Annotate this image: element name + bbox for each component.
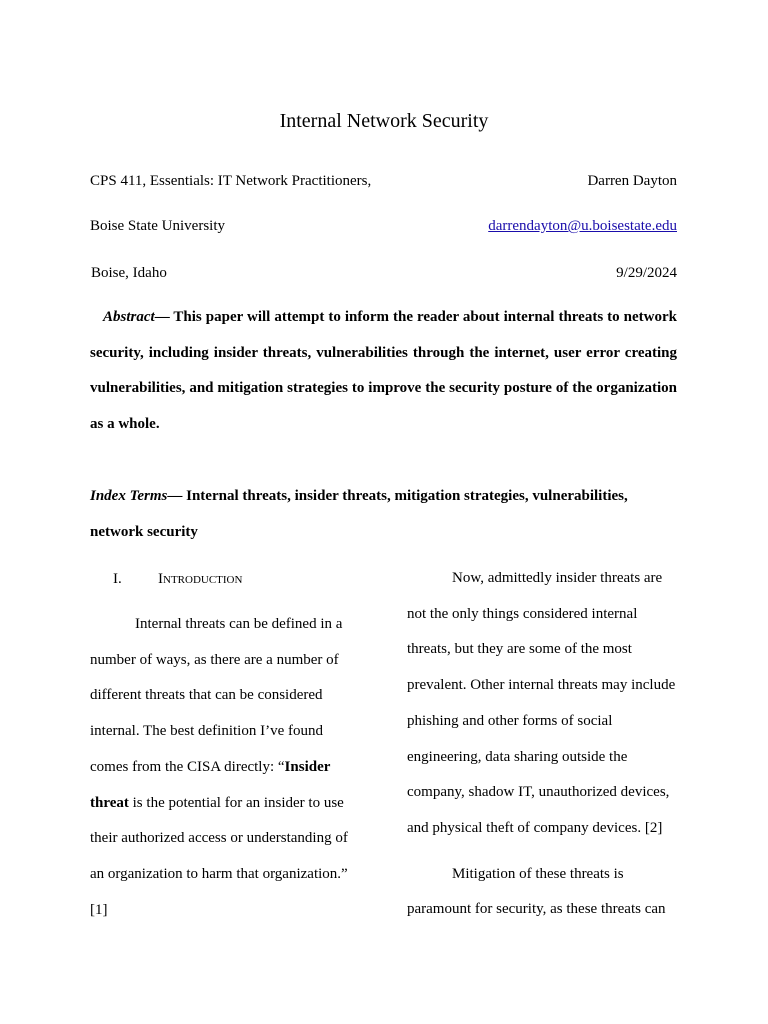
right-paragraph-1: Now, admittedly insider threats are not the only things considered internal threats, but they are some of the most prevalent. Other internal threats may include phishing and other forms of social engineering, data sharing outside the company, shadow IT, unauthorized devices, and physical theft of company devices. [2]: [407, 570, 676, 836]
index-terms-label: Index Terms: [90, 488, 168, 504]
paper-title: Internal Network Security: [279, 110, 489, 132]
meta-row-course: [90, 171, 677, 191]
intro-paragraph-1: [90, 607, 352, 928]
intro-p1-after: is the potential for an insider to use their authorized access or understanding of an organization to harm that organization.” [1]: [90, 794, 348, 918]
section-title: Introduction: [158, 571, 243, 587]
abstract-text: This paper will attempt to inform the reader about internal threats to network security, including insider threats, vulnerabilities through the internet, user error creating vulnerabilities, and mitigation strategies to improve the security posture of the organization as a whole.: [90, 309, 677, 433]
abstract-dash: —: [154, 309, 174, 325]
section-number: I.: [113, 571, 122, 587]
index-terms-dash: —: [167, 488, 187, 504]
index-terms: [90, 479, 677, 550]
location: Boise, Idaho: [91, 265, 167, 281]
abstract-label: Abstract: [103, 309, 155, 325]
insider-threat-term: Insider threat: [90, 758, 331, 811]
intro-p1-before: Internal threats can be defined in a number of ways, as there are a number of different threats that can be considered internal. The best definition I’ve found comes from the CISA directly: “: [90, 616, 343, 775]
left-column: [90, 561, 352, 928]
right-paragraph-2: Mitigation of these threats is paramount for security, as these threats can: [407, 865, 666, 918]
section-heading-introduction: [90, 561, 352, 597]
paper-date: 9/29/2024: [616, 265, 677, 281]
author-name: Darren Dayton: [587, 173, 677, 189]
index-terms-text: Internal threats, insider threats, mitigation strategies, vulnerabilities, network security: [90, 488, 628, 540]
meta-row-location: [91, 263, 677, 283]
meta-row-university: [90, 216, 677, 236]
right-column: [407, 561, 682, 928]
abstract: [90, 300, 677, 443]
author-email-link[interactable]: darrendayton@u.boisestate.edu: [488, 218, 677, 234]
course-name: CPS 411, Essentials: IT Network Practitioners,: [90, 173, 372, 189]
university-name: Boise State University: [90, 218, 225, 234]
